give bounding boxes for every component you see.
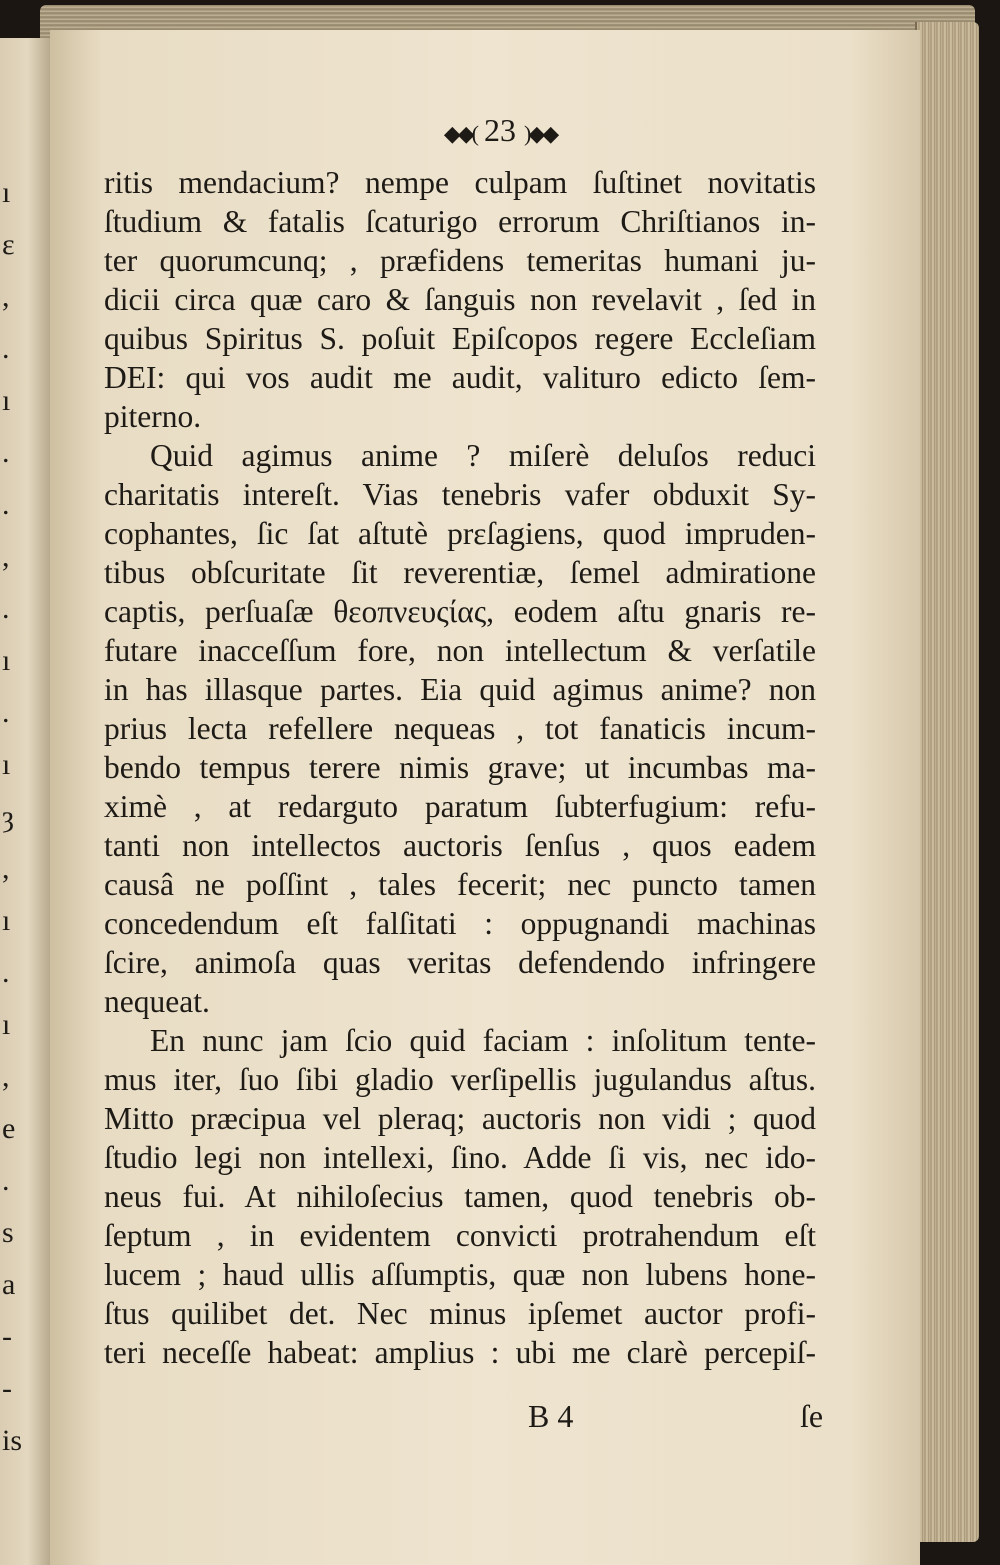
text-line: tibus obſcuritate ſit reverentiæ, ſemel admiratione: [104, 555, 816, 590]
left-page: [0, 38, 51, 1565]
page-header: [0, 112, 1000, 149]
left-page-fragment: ,: [2, 852, 10, 885]
header-ornament-right: )◆◆: [524, 121, 557, 146]
text-line: ſeptum , in evidentem convicti protrahendum eſt: [104, 1218, 816, 1253]
left-page-fragment: .: [2, 436, 10, 469]
text-line: captis, perſuaſæ θεοπνευςίας, eodem aſtu gnaris re-: [104, 594, 816, 629]
text-line: nequeat.: [104, 984, 210, 1019]
text-line: causâ ne poſſint , tales fecerit; nec puncto tamen: [104, 867, 816, 902]
text-line: ter quorumcunq; , præfidens temeritas humani ju-: [104, 243, 816, 278]
page-number: 23: [484, 112, 516, 148]
text-line: bendo tempus terere nimis grave; ut incumbas ma-: [104, 750, 816, 785]
text-line: Mitto præcipua vel pleraq; auctoris non vidi ; quod: [104, 1101, 816, 1136]
left-page-fragment: s: [2, 1216, 14, 1249]
left-page-fragment: ı: [2, 644, 11, 677]
text-line: ſtudio legi non intellexi, ſino. Adde ſi vis, nec ido-: [104, 1140, 816, 1175]
text-line: concedendum eſt falſitati : oppugnandi machinas: [104, 906, 816, 941]
left-page-fragment: .: [2, 696, 10, 729]
text-line: mus iter, ſuo ſibi gladio verſipellis jugulandus aſtus.: [104, 1062, 816, 1097]
left-page-fragment: .: [2, 592, 10, 625]
text-line: cophantes, ſic ſat aſtutè prεſagiens, quod impruden-: [104, 516, 816, 551]
text-line: ritis mendacium? nempe culpam ſuſtinet novitatis: [104, 165, 816, 200]
text-line: ſcire, animoſa quas veritas defendendo infringere: [104, 945, 816, 980]
left-page-fragment: -: [2, 1320, 12, 1353]
body-text: [104, 163, 816, 1372]
left-page-fragment: ı: [2, 176, 11, 209]
signature-mark: B 4: [528, 1398, 574, 1434]
text-line: teri neceſſe habeat: amplius : ubi me clarè percepiſ-: [104, 1335, 816, 1370]
left-page-fragment: is: [2, 1424, 23, 1457]
left-page-fragment: .: [2, 332, 10, 365]
text-line: prius lecta refellere nequeas , tot fanaticis incum-: [104, 711, 816, 746]
text-line: Quid agimus anime ? miſerè deluſos reduci: [150, 438, 816, 473]
left-page-fragment: e: [2, 1112, 16, 1145]
text-line: ximè , at redarguto paratum ſubterfugium: refu-: [104, 789, 816, 824]
left-page-fragment: ,: [2, 280, 10, 313]
text-line: lucem ; haud ullis aſſumptis, quæ non lubens hone-: [104, 1257, 816, 1292]
text-line: DEI: qui vos audit me audit, valituro edicto ſem-: [104, 360, 816, 395]
header-ornament-left: ◆◆(: [443, 121, 476, 146]
left-page-fragment: .: [2, 488, 10, 521]
left-page-fragment: -: [2, 1372, 12, 1405]
text-line: neus fui. At nihiloſecius tamen, quod tenebris ob-: [104, 1179, 816, 1214]
text-line: ſtus quilibet det. Nec minus ipſemet auctor profi-: [104, 1296, 816, 1331]
book-page-edges: [915, 22, 979, 1542]
text-line: futare inacceſſum fore, non intellectum & verſatile: [104, 633, 816, 668]
text-line: quibus Spiritus S. poſuit Epiſcopos regere Eccleſiam: [104, 321, 816, 356]
left-page-fragment: ,: [2, 1060, 10, 1093]
left-page-fragment: ı: [2, 384, 11, 417]
text-line: piterno.: [104, 399, 202, 434]
left-page-fragment: ı: [2, 748, 11, 781]
left-page-fragment: ȝ: [2, 800, 14, 833]
left-page-fragment: .: [2, 956, 10, 989]
left-page-fragment: ,: [2, 540, 10, 573]
left-page-fragment: ε: [2, 228, 15, 261]
text-line: ſtudium & fatalis ſcaturigo errorum Chriſtianos in-: [104, 204, 816, 239]
left-page-fragment: .: [2, 1164, 10, 1197]
text-line: dicii circa quæ caro & ſanguis non revelavit , ſed in: [104, 282, 816, 317]
text-line: En nunc jam ſcio quid faciam : inſolitum tente-: [150, 1023, 816, 1058]
left-page-fragment: a: [2, 1268, 16, 1301]
left-page-fragment: ı: [2, 904, 11, 937]
text-line: charitatis intereſt. Vias tenebris vafer obduxit Sy-: [104, 477, 816, 512]
left-page-fragment: ı: [2, 1008, 11, 1041]
text-line: in has illasque partes. Eia quid agimus anime? non: [104, 672, 816, 707]
catchword: ſe: [800, 1398, 824, 1434]
text-line: tanti non intellectos auctoris ſenſus , quos eadem: [104, 828, 816, 863]
